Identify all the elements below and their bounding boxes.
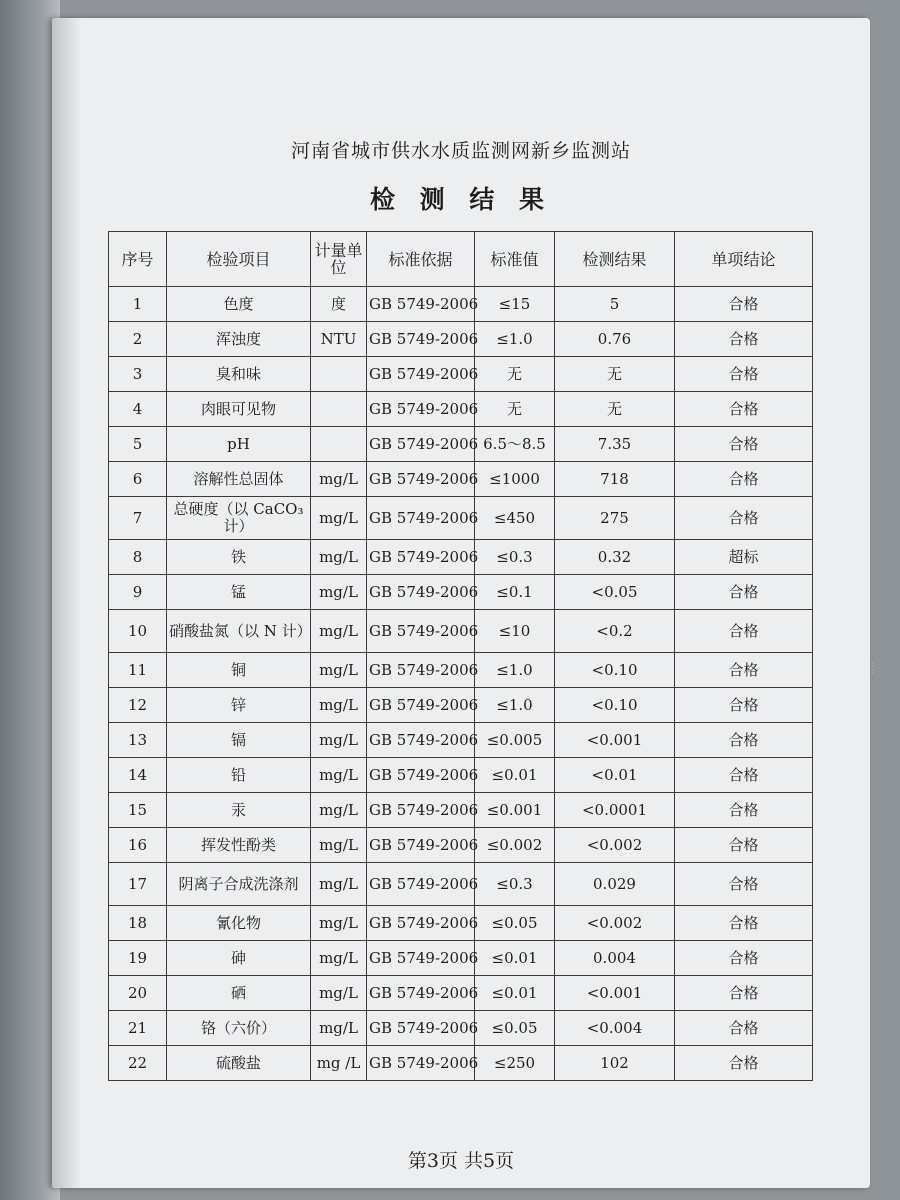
cell-conclusion: 合格 xyxy=(675,758,813,793)
cell-item: 硫酸盐 xyxy=(167,1046,311,1081)
table-row xyxy=(109,653,813,688)
cell-limit: ≤15 xyxy=(475,287,555,322)
cell-item: 铬（六价） xyxy=(167,1011,311,1046)
cell-unit: mg/L xyxy=(311,497,367,540)
cell-unit: mg/L xyxy=(311,828,367,863)
cell-limit: ≤1.0 xyxy=(475,322,555,357)
cell-standard: GB 5749-2006 xyxy=(367,497,475,540)
cell-conclusion: 超标 xyxy=(675,540,813,575)
cell-limit: ≤0.3 xyxy=(475,540,555,575)
cell-item: 臭和味 xyxy=(167,357,311,392)
results-table xyxy=(108,231,813,1081)
cell-conclusion: 合格 xyxy=(675,688,813,723)
table-row xyxy=(109,322,813,357)
cell-limit: ≤1.0 xyxy=(475,653,555,688)
cell-index: 11 xyxy=(109,653,167,688)
cell-limit: ≤0.01 xyxy=(475,976,555,1011)
cell-unit xyxy=(311,357,367,392)
cell-index: 12 xyxy=(109,688,167,723)
cell-standard: GB 5749-2006 xyxy=(367,906,475,941)
cell-limit: ≤0.002 xyxy=(475,828,555,863)
table-row xyxy=(109,287,813,322)
cell-limit: ≤1000 xyxy=(475,462,555,497)
cell-unit: mg /L xyxy=(311,1046,367,1081)
cell-unit: mg/L xyxy=(311,540,367,575)
cell-conclusion: 合格 xyxy=(675,1046,813,1081)
cell-result: <0.001 xyxy=(555,723,675,758)
cell-limit: ≤0.1 xyxy=(475,575,555,610)
cell-result: <0.01 xyxy=(555,758,675,793)
cell-standard: GB 5749-2006 xyxy=(367,976,475,1011)
table-row xyxy=(109,462,813,497)
cell-item: 肉眼可见物 xyxy=(167,392,311,427)
cell-item: 总硬度（以 CaCO₃ 计） xyxy=(167,497,311,540)
cell-limit: ≤0.3 xyxy=(475,863,555,906)
cell-conclusion: 合格 xyxy=(675,427,813,462)
cell-conclusion: 合格 xyxy=(675,723,813,758)
cell-item: 铜 xyxy=(167,653,311,688)
cell-index: 1 xyxy=(109,287,167,322)
cell-unit: mg/L xyxy=(311,863,367,906)
cell-limit: ≤1.0 xyxy=(475,688,555,723)
cell-index: 18 xyxy=(109,906,167,941)
column-header: 检验项目 xyxy=(167,232,311,287)
cell-conclusion: 合格 xyxy=(675,906,813,941)
cell-unit: 度 xyxy=(311,287,367,322)
column-header: 标准值 xyxy=(475,232,555,287)
cell-result: <0.004 xyxy=(555,1011,675,1046)
cell-unit: mg/L xyxy=(311,462,367,497)
pen-mark: ⁞ xyxy=(870,658,876,679)
table-row xyxy=(109,758,813,793)
cell-result: 275 xyxy=(555,497,675,540)
cell-standard: GB 5749-2006 xyxy=(367,723,475,758)
cell-item: pH xyxy=(167,427,311,462)
cell-limit: ≤0.01 xyxy=(475,941,555,976)
cell-result: 0.004 xyxy=(555,941,675,976)
results-table-body xyxy=(109,287,813,1081)
table-row xyxy=(109,906,813,941)
column-header: 计量单位 xyxy=(311,232,367,287)
cell-result: <0.002 xyxy=(555,828,675,863)
cell-index: 9 xyxy=(109,575,167,610)
table-header-row xyxy=(109,232,813,287)
cell-item: 阴离子合成洗涤剂 xyxy=(167,863,311,906)
cell-unit: mg/L xyxy=(311,610,367,653)
cell-result: <0.10 xyxy=(555,688,675,723)
cell-index: 13 xyxy=(109,723,167,758)
cell-standard: GB 5749-2006 xyxy=(367,653,475,688)
cell-unit: mg/L xyxy=(311,793,367,828)
cell-result: 0.32 xyxy=(555,540,675,575)
cell-result: <0.0001 xyxy=(555,793,675,828)
column-header: 单项结论 xyxy=(675,232,813,287)
cell-item: 锰 xyxy=(167,575,311,610)
cell-standard: GB 5749-2006 xyxy=(367,688,475,723)
table-row xyxy=(109,976,813,1011)
cell-standard: GB 5749-2006 xyxy=(367,863,475,906)
cell-limit: ≤450 xyxy=(475,497,555,540)
table-row xyxy=(109,688,813,723)
cell-conclusion: 合格 xyxy=(675,828,813,863)
cell-item: 氰化物 xyxy=(167,906,311,941)
cell-result: 无 xyxy=(555,392,675,427)
cell-conclusion: 合格 xyxy=(675,610,813,653)
cell-unit: mg/L xyxy=(311,653,367,688)
cell-result: <0.05 xyxy=(555,575,675,610)
cell-conclusion: 合格 xyxy=(675,322,813,357)
cell-unit: mg/L xyxy=(311,758,367,793)
cell-standard: GB 5749-2006 xyxy=(367,392,475,427)
cell-conclusion: 合格 xyxy=(675,287,813,322)
cell-result: 5 xyxy=(555,287,675,322)
cell-item: 硝酸盐氮（以 N 计） xyxy=(167,610,311,653)
column-header: 标准依据 xyxy=(367,232,475,287)
cell-conclusion: 合格 xyxy=(675,793,813,828)
table-row xyxy=(109,863,813,906)
cell-item: 锌 xyxy=(167,688,311,723)
cell-standard: GB 5749-2006 xyxy=(367,758,475,793)
cell-standard: GB 5749-2006 xyxy=(367,287,475,322)
page-title: 检 测 结 果 xyxy=(369,185,553,214)
document-page xyxy=(52,18,876,1188)
cell-item: 铅 xyxy=(167,758,311,793)
cell-unit: mg/L xyxy=(311,1011,367,1046)
cell-result: <0.002 xyxy=(555,906,675,941)
cell-standard: GB 5749-2006 xyxy=(367,357,475,392)
cell-index: 2 xyxy=(109,322,167,357)
cell-standard: GB 5749-2006 xyxy=(367,462,475,497)
cell-index: 21 xyxy=(109,1011,167,1046)
cell-result: 0.76 xyxy=(555,322,675,357)
table-row xyxy=(109,357,813,392)
cell-unit xyxy=(311,427,367,462)
table-row xyxy=(109,540,813,575)
cell-conclusion: 合格 xyxy=(675,976,813,1011)
cell-unit: mg/L xyxy=(311,941,367,976)
cell-index: 14 xyxy=(109,758,167,793)
cell-standard: GB 5749-2006 xyxy=(367,1046,475,1081)
cell-item: 浑浊度 xyxy=(167,322,311,357)
page-number: 第3页 共5页 xyxy=(407,1150,515,1172)
cell-conclusion: 合格 xyxy=(675,392,813,427)
cell-limit: ≤250 xyxy=(475,1046,555,1081)
cell-item: 汞 xyxy=(167,793,311,828)
table-row xyxy=(109,793,813,828)
cell-index: 15 xyxy=(109,793,167,828)
cell-index: 8 xyxy=(109,540,167,575)
underlying-page xyxy=(0,0,60,1200)
cell-standard: GB 5749-2006 xyxy=(367,322,475,357)
cell-standard: GB 5749-2006 xyxy=(367,540,475,575)
cell-index: 6 xyxy=(109,462,167,497)
table-row xyxy=(109,723,813,758)
cell-index: 16 xyxy=(109,828,167,863)
cell-unit xyxy=(311,392,367,427)
cell-result: <0.10 xyxy=(555,653,675,688)
cell-standard: GB 5749-2006 xyxy=(367,575,475,610)
cell-item: 挥发性酚类 xyxy=(167,828,311,863)
column-header: 检测结果 xyxy=(555,232,675,287)
cell-result: 718 xyxy=(555,462,675,497)
cell-limit: ≤0.05 xyxy=(475,1011,555,1046)
cell-conclusion: 合格 xyxy=(675,462,813,497)
organization-name: 河南省城市供水水质监测网新乡监测站 xyxy=(290,140,631,162)
table-row xyxy=(109,828,813,863)
cell-index: 3 xyxy=(109,357,167,392)
cell-index: 22 xyxy=(109,1046,167,1081)
cell-limit: ≤0.05 xyxy=(475,906,555,941)
cell-limit: 6.5～8.5 xyxy=(475,427,555,462)
cell-result: 102 xyxy=(555,1046,675,1081)
table-row xyxy=(109,610,813,653)
cell-standard: GB 5749-2006 xyxy=(367,941,475,976)
cell-limit: ≤0.01 xyxy=(475,758,555,793)
cell-standard: GB 5749-2006 xyxy=(367,828,475,863)
cell-conclusion: 合格 xyxy=(675,497,813,540)
cell-result: <0.2 xyxy=(555,610,675,653)
cell-index: 19 xyxy=(109,941,167,976)
cell-item: 色度 xyxy=(167,287,311,322)
cell-conclusion: 合格 xyxy=(675,357,813,392)
cell-unit: mg/L xyxy=(311,976,367,1011)
table-row xyxy=(109,1011,813,1046)
cell-standard: GB 5749-2006 xyxy=(367,610,475,653)
cell-result: 无 xyxy=(555,357,675,392)
cell-result: 7.35 xyxy=(555,427,675,462)
column-header: 序号 xyxy=(109,232,167,287)
cell-standard: GB 5749-2006 xyxy=(367,1011,475,1046)
cell-index: 10 xyxy=(109,610,167,653)
cell-limit: ≤0.005 xyxy=(475,723,555,758)
cell-item: 铁 xyxy=(167,540,311,575)
cell-limit: 无 xyxy=(475,392,555,427)
cell-standard: GB 5749-2006 xyxy=(367,427,475,462)
cell-item: 硒 xyxy=(167,976,311,1011)
cell-item: 砷 xyxy=(167,941,311,976)
table-row xyxy=(109,497,813,540)
cell-index: 7 xyxy=(109,497,167,540)
cell-limit: 无 xyxy=(475,357,555,392)
table-row xyxy=(109,427,813,462)
cell-unit: mg/L xyxy=(311,906,367,941)
cell-limit: ≤0.001 xyxy=(475,793,555,828)
cell-standard: GB 5749-2006 xyxy=(367,793,475,828)
cell-unit: mg/L xyxy=(311,575,367,610)
cell-conclusion: 合格 xyxy=(675,941,813,976)
cell-item: 溶解性总固体 xyxy=(167,462,311,497)
cell-index: 17 xyxy=(109,863,167,906)
cell-index: 4 xyxy=(109,392,167,427)
cell-unit: mg/L xyxy=(311,723,367,758)
cell-limit: ≤10 xyxy=(475,610,555,653)
cell-unit: mg/L xyxy=(311,688,367,723)
table-row xyxy=(109,941,813,976)
cell-conclusion: 合格 xyxy=(675,575,813,610)
cell-index: 5 xyxy=(109,427,167,462)
cell-conclusion: 合格 xyxy=(675,1011,813,1046)
table-row xyxy=(109,575,813,610)
cell-conclusion: 合格 xyxy=(675,653,813,688)
cell-unit: NTU xyxy=(311,322,367,357)
cell-result: 0.029 xyxy=(555,863,675,906)
cell-result: <0.001 xyxy=(555,976,675,1011)
cell-item: 镉 xyxy=(167,723,311,758)
cell-conclusion: 合格 xyxy=(675,863,813,906)
table-row xyxy=(109,392,813,427)
cell-index: 20 xyxy=(109,976,167,1011)
table-row xyxy=(109,1046,813,1081)
